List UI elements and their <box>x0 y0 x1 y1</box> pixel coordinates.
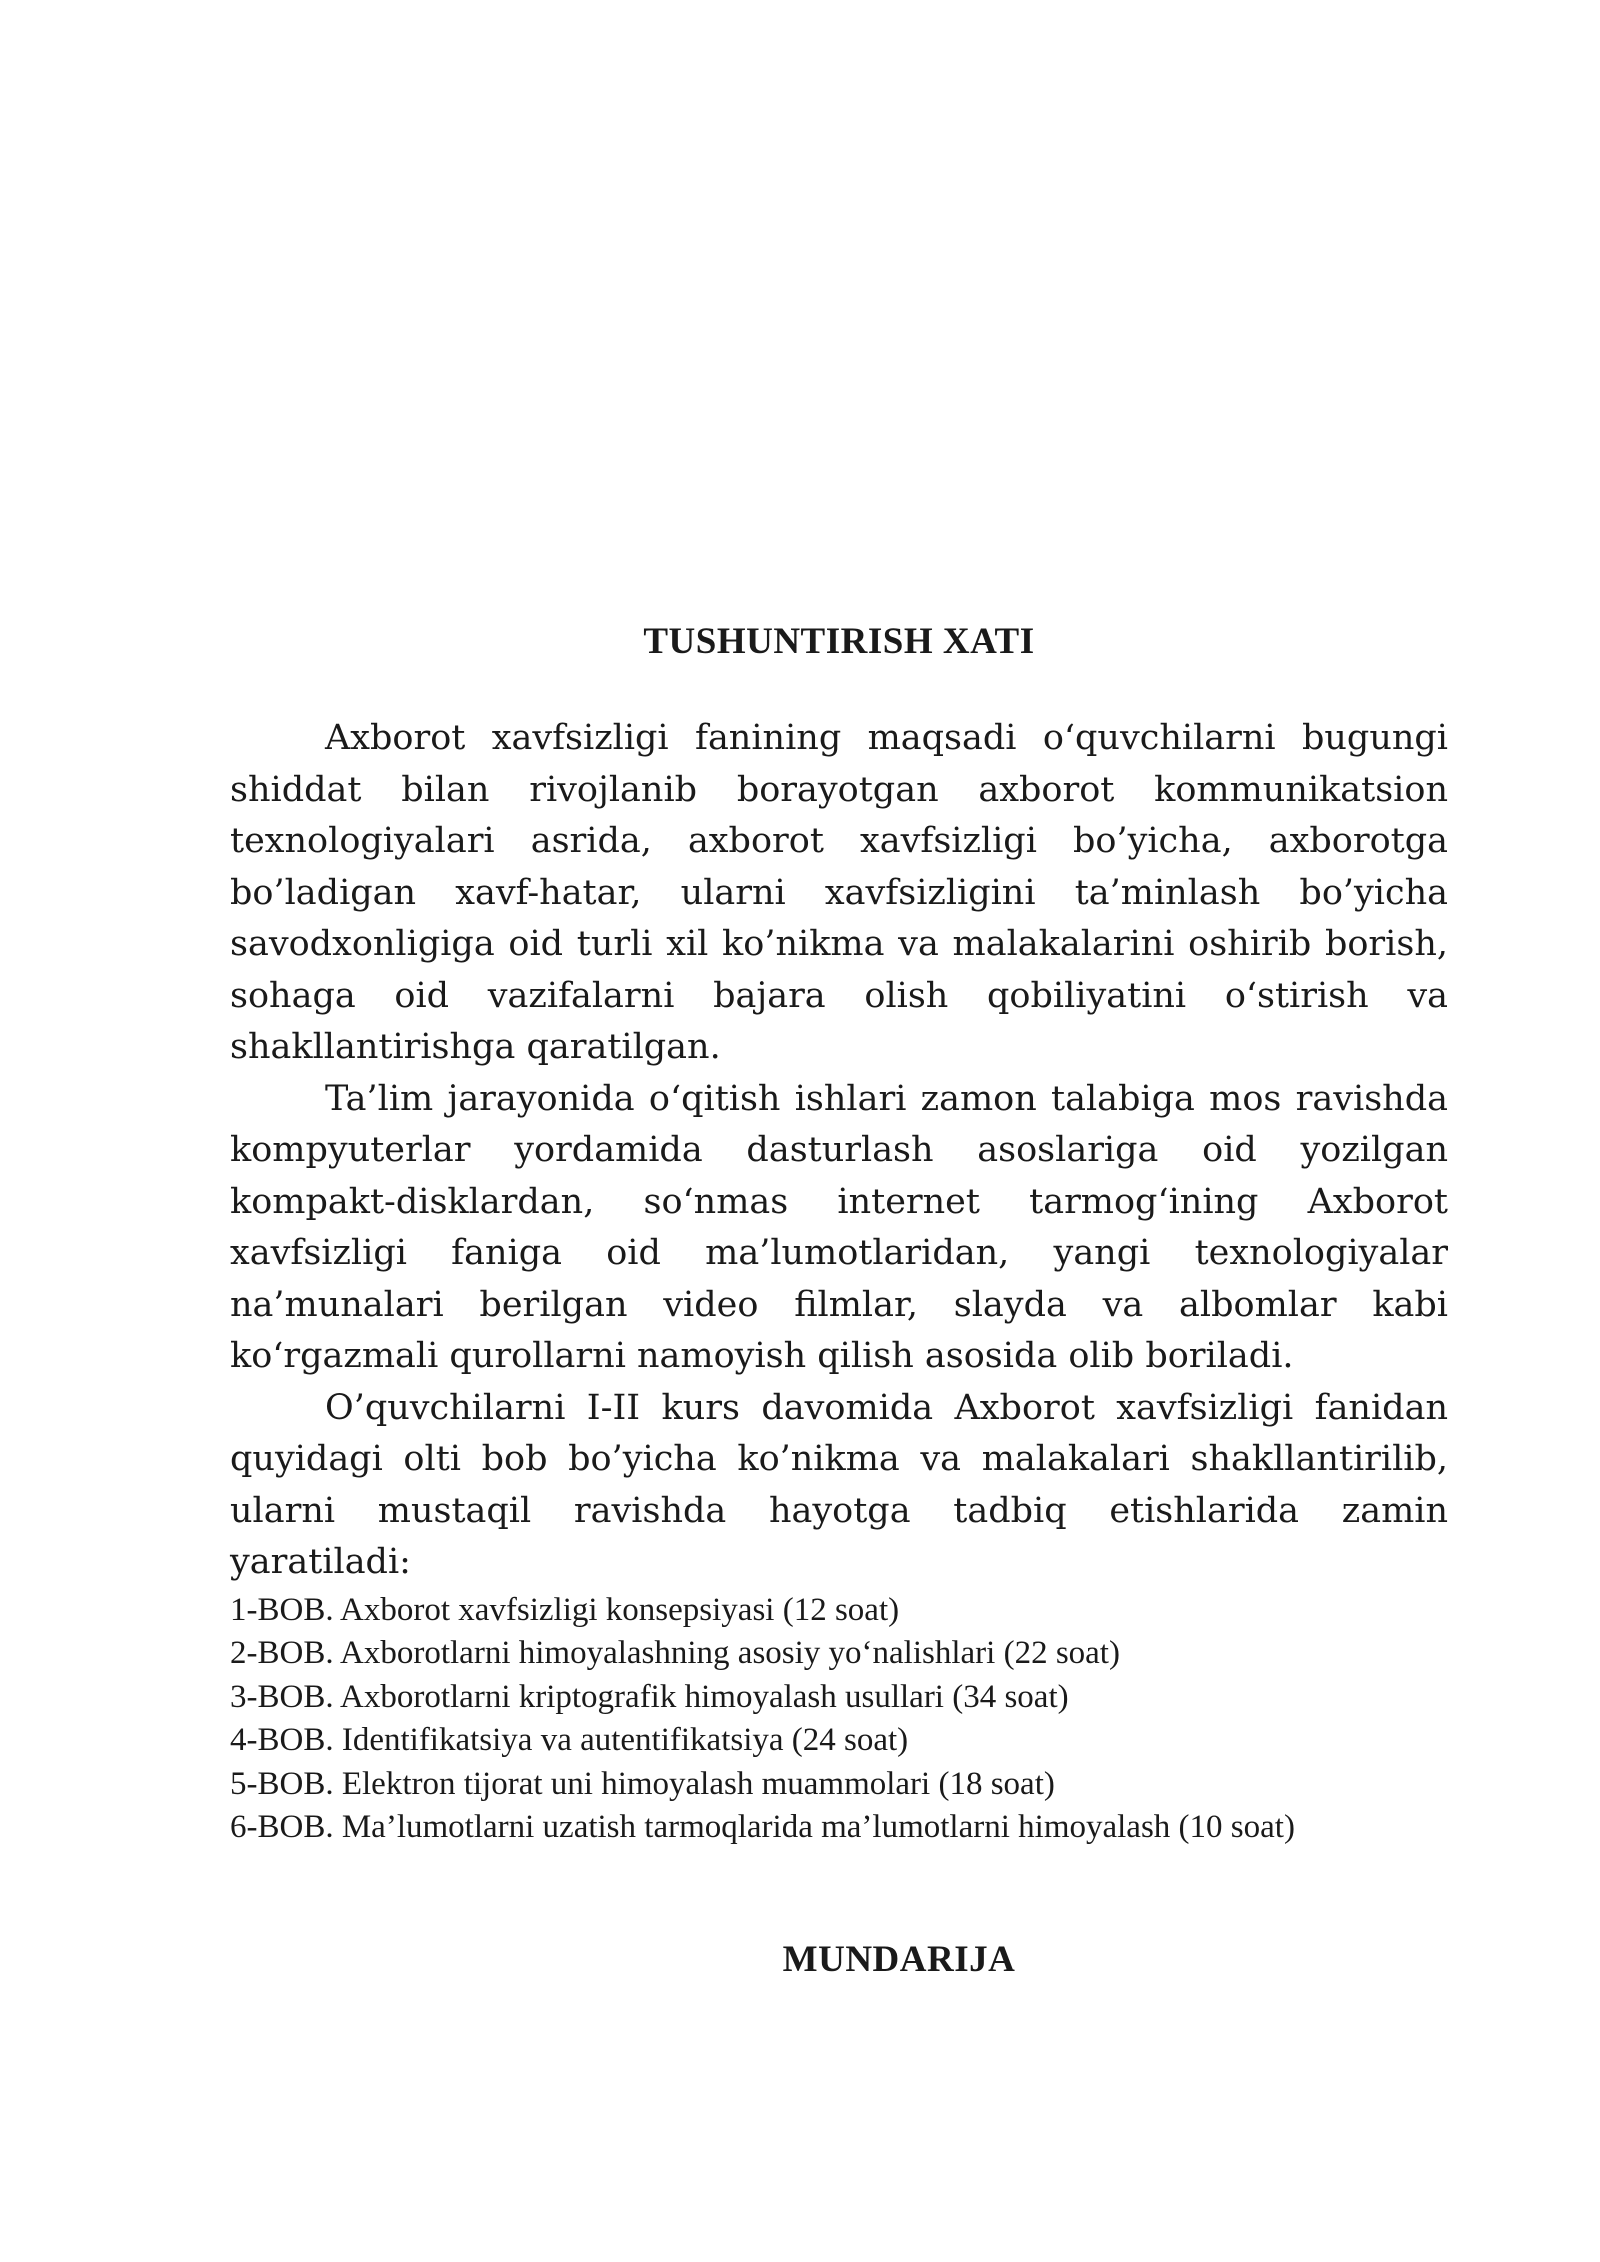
contents-heading: MUNDARIJA <box>782 1938 1016 1980</box>
chapter-item-5: 5-BOB. Elektron tijorat uni himoyalash muammolari (18 soat) <box>230 1765 1055 1802</box>
chapter-item-2: 2-BOB. Axborotlarni himoyalashning asosiy yo‘nalishlari (22 soat) <box>230 1635 1120 1671</box>
document-title: TUSHUNTIRISH XATI <box>643 621 1035 662</box>
paragraph-course-overview: O’quvchilarni I-II kurs davomida Axborot xavfsizligi fanidan quyidagi olti bob bo’yicha ko’nikma va malakalari shakllantirilib, ularni mustaqil ravishda hayotga tadbiq etishlarida zamin yaratiladi: <box>230 1387 1448 1582</box>
chapter-item-3: 3-BOB. Axborotlarni kriptografik himoyalash usullari (34 soat) <box>230 1678 1069 1715</box>
document-page <box>230 620 1448 2011</box>
chapter-item-4: 4-BOB. Identifikatsiya va autentifikatsiya (24 soat) <box>230 1722 909 1758</box>
chapter-item-1: 1-BOB. Axborot xavfsizligi konsepsiyasi (12 soat) <box>230 1591 900 1628</box>
chapter-item-6: 6-BOB. Ma’lumotlarni uzatish tarmoqlarida ma’lumotlarni himoyalash (10 soat) <box>230 1809 1295 1845</box>
chapter-list <box>230 1589 1448 1850</box>
paragraph-purpose: Axborot xavfsizligi fanining maqsadi o‘quvchilarni bugungi shiddat bilan rivojlanib borayotgan axborot kommunikatsion texnologiyalari asrida, axborot xavfsizligi bo’yicha, axborotga bo’ladigan xavf-hatar, ularni xavfsizligini ta’minlash bo’yicha savodxonligiga oid turli xil ko’nikma va malakalarini oshirib borish, sohaga oid vazifalarni bajara olish qobiliyatini o‘stirish va shakllantirishga qaratilgan. <box>230 718 1448 1067</box>
paragraph-teaching-process: Ta’lim jarayonida o‘qitish ishlari zamon talabiga mos ravishda kompyuterlar yordamida dasturlash asoslariga oid yozilgan kompakt-disklardan, so‘nmas internet tarmog‘ining Axborot xavfsizligi faniga oid ma’lumotlaridan, yangi texnologiyalar na’munalari berilgan video filmlar, slayda va albomlar kabi ko‘rgazmali qurollarni namoyish qilish asosida olib boriladi. <box>230 1078 1448 1376</box>
